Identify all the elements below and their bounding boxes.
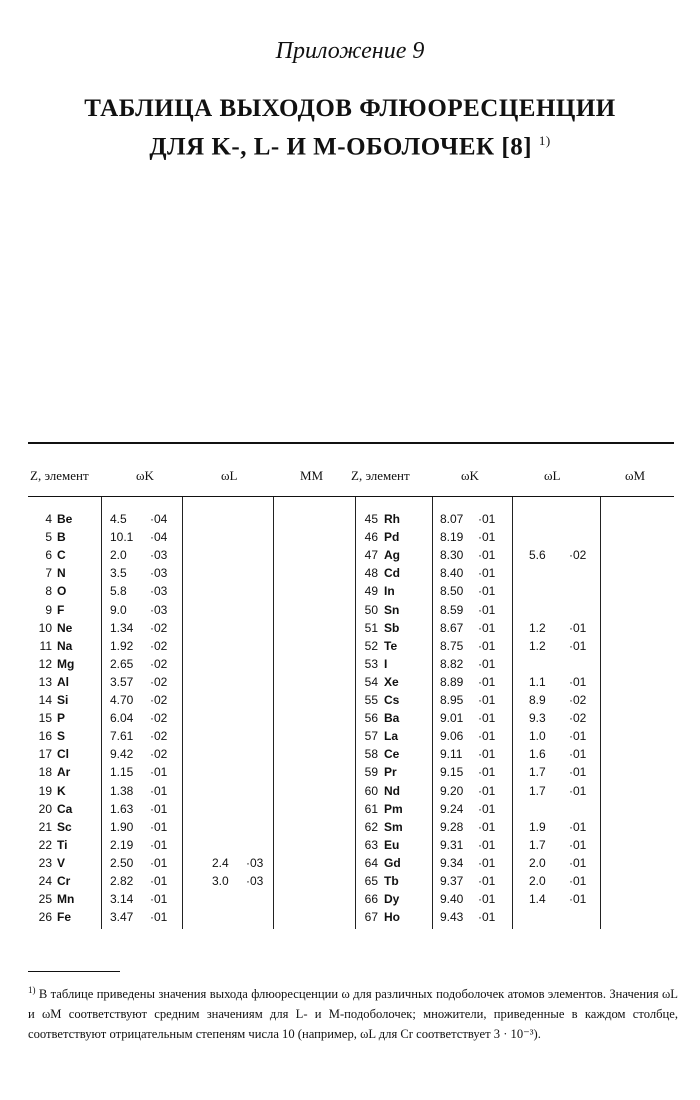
- omega-k-value: 8.50: [440, 584, 464, 599]
- element-symbol: Pr: [384, 765, 397, 780]
- omega-k-value: 8.30: [440, 548, 464, 563]
- element-symbol: Ag: [384, 548, 400, 563]
- element-symbol: C: [57, 548, 66, 563]
- omega-k-value: 8.07: [440, 512, 464, 526]
- omega-k-exponent: ·01: [478, 711, 496, 726]
- atomic-number: 24: [38, 874, 52, 888]
- atomic-number: 11: [39, 638, 52, 653]
- omega-l-value: 1.7: [529, 783, 546, 798]
- atomic-number: 22: [38, 837, 52, 852]
- omega-k-exponent: ·03: [150, 602, 168, 617]
- title-line-2-text: ДЛЯ K-, L- И M-ОБОЛОЧЕК [8]: [149, 133, 533, 161]
- atomic-number: 56: [364, 711, 378, 726]
- atomic-number: 18: [38, 765, 52, 780]
- omega-k-exponent: ·03: [150, 566, 168, 581]
- omega-l-value: 1.1: [529, 674, 546, 689]
- omega-k-value: 1.34: [110, 620, 134, 635]
- element-symbol: Ce: [384, 747, 400, 762]
- omega-k-value: 2.82: [110, 874, 134, 888]
- omega-l-value: 8.9: [529, 693, 546, 707]
- omega-l-exponent: ·02: [569, 693, 587, 707]
- footnote-mark: 1): [28, 985, 36, 995]
- omega-l-exponent: ·01: [569, 765, 587, 780]
- omega-k-value: 8.59: [440, 602, 464, 617]
- omega-k-exponent: ·04: [150, 512, 168, 526]
- omega-k-value: 8.75: [440, 638, 464, 653]
- omega-k-exponent: ·01: [150, 765, 168, 780]
- omega-k-exponent: ·02: [150, 638, 168, 653]
- atomic-number: 61: [364, 801, 378, 816]
- omega-k-value: 1.15: [110, 765, 134, 780]
- atomic-number: 7: [45, 566, 52, 581]
- element-symbol: La: [384, 729, 399, 744]
- element-symbol: Na: [57, 638, 73, 653]
- atomic-number: 63: [364, 837, 378, 852]
- omega-k-exponent: ·01: [150, 801, 168, 816]
- omega-k-exponent: ·02: [150, 729, 168, 744]
- omega-k-exponent: ·01: [478, 801, 496, 816]
- atomic-number: 17: [38, 747, 52, 762]
- element-symbol: I: [384, 656, 388, 671]
- element-symbol: Cd: [384, 566, 400, 581]
- element-symbol: V: [57, 855, 66, 870]
- atomic-number: 26: [38, 910, 52, 925]
- omega-k-exponent: ·01: [478, 566, 496, 581]
- omega-k-value: 4.5: [110, 512, 127, 526]
- omega-l-exponent: ·01: [569, 874, 587, 888]
- column-divider: [432, 497, 433, 929]
- atomic-number: 58: [364, 747, 378, 762]
- omega-k-exponent: ·01: [478, 747, 496, 762]
- atomic-number: 14: [38, 693, 52, 707]
- column-divider: [182, 497, 183, 929]
- element-symbol: Al: [57, 674, 69, 689]
- element-symbol: K: [57, 783, 66, 798]
- atomic-number: 55: [364, 693, 378, 707]
- omega-k-exponent: ·01: [478, 602, 496, 617]
- omega-k-exponent: ·01: [478, 729, 496, 744]
- omega-k-exponent: ·01: [478, 765, 496, 780]
- omega-k-value: 8.40: [440, 566, 464, 581]
- omega-k-exponent: ·04: [150, 530, 168, 545]
- omega-k-value: 9.15: [440, 765, 464, 780]
- omega-l-exponent: ·01: [569, 620, 587, 635]
- atomic-number: 53: [364, 656, 378, 671]
- omega-k-value: 8.19: [440, 530, 464, 545]
- atomic-number: 47: [364, 548, 378, 563]
- header-omega-k-right: ωK: [461, 468, 479, 483]
- element-symbol: Sc: [57, 819, 72, 834]
- omega-k-value: 1.38: [110, 783, 134, 798]
- atomic-number: 4: [45, 512, 52, 526]
- omega-l-value: 1.9: [529, 819, 546, 834]
- footnote-rule: [28, 971, 120, 972]
- omega-k-value: 3.14: [110, 892, 134, 907]
- element-symbol: Gd: [384, 855, 401, 870]
- header-z-element-right: Z, элемент: [351, 468, 410, 483]
- omega-l-exponent: ·01: [569, 819, 587, 834]
- atomic-number: 5: [45, 530, 52, 545]
- omega-k-exponent: ·01: [478, 674, 496, 689]
- omega-k-exponent: ·02: [150, 747, 168, 762]
- omega-k-value: 8.95: [440, 693, 464, 707]
- omega-k-value: 8.67: [440, 620, 464, 635]
- column-divider: [512, 497, 513, 929]
- element-symbol: P: [57, 711, 66, 726]
- footnote: [28, 980, 678, 1044]
- element-symbol: F: [57, 602, 65, 617]
- header-omega-l-right: ωL: [544, 468, 561, 483]
- omega-k-exponent: ·02: [150, 674, 168, 689]
- omega-k-value: 9.11: [440, 747, 463, 762]
- omega-k-exponent: ·02: [150, 711, 168, 726]
- element-symbol: Pm: [384, 801, 403, 816]
- atomic-number: 10: [38, 620, 52, 635]
- title-line-2: [0, 125, 700, 163]
- element-symbol: B: [57, 530, 66, 545]
- element-symbol: Nd: [384, 783, 400, 798]
- atomic-number: 67: [364, 910, 378, 925]
- omega-l-exponent: ·01: [569, 729, 587, 744]
- atomic-number: 16: [38, 729, 52, 744]
- omega-l-value: 2.4: [212, 855, 229, 870]
- element-symbol: Cr: [57, 874, 71, 888]
- title-footnote-mark: 1): [538, 133, 551, 148]
- atomic-number: 23: [38, 855, 52, 870]
- omega-l-value: 1.6: [529, 747, 546, 762]
- omega-k-exponent: ·03: [150, 548, 168, 563]
- element-symbol: Ca: [57, 801, 73, 816]
- column-divider: [600, 497, 601, 929]
- atomic-number: 64: [364, 855, 378, 870]
- atomic-number: 48: [364, 566, 378, 581]
- omega-l-value: 3.0: [212, 874, 229, 888]
- omega-k-value: 2.19: [110, 837, 134, 852]
- atomic-number: 62: [364, 819, 378, 834]
- omega-k-value: 9.01: [440, 711, 464, 726]
- table-top-rule: [28, 442, 674, 444]
- element-symbol: Rh: [384, 512, 400, 526]
- element-symbol: Sm: [384, 819, 403, 834]
- element-symbol: Xe: [384, 674, 399, 689]
- omega-k-value: 2.50: [110, 855, 134, 870]
- atomic-number: 46: [364, 530, 378, 545]
- omega-k-exponent: ·02: [150, 656, 168, 671]
- omega-k-exponent: ·01: [478, 892, 496, 907]
- element-symbol: S: [57, 729, 66, 744]
- omega-k-exponent: ·01: [150, 783, 168, 798]
- omega-k-value: 8.89: [440, 674, 464, 689]
- atomic-number: 6: [45, 548, 52, 563]
- element-symbol: N: [57, 566, 66, 581]
- omega-k-value: 2.65: [110, 656, 134, 671]
- omega-k-value: 9.24: [440, 801, 464, 816]
- omega-l-value: 2.0: [529, 874, 546, 888]
- omega-l-exponent: ·01: [569, 747, 587, 762]
- omega-k-exponent: ·01: [478, 783, 496, 798]
- atomic-number: 54: [364, 674, 378, 689]
- atomic-number: 59: [364, 765, 378, 780]
- omega-l-exponent: ·01: [569, 783, 587, 798]
- atomic-number: 50: [364, 602, 378, 617]
- element-symbol: Ne: [57, 620, 73, 635]
- element-symbol: In: [384, 584, 395, 599]
- omega-k-value: 9.0: [110, 602, 127, 617]
- omega-k-exponent: ·01: [478, 512, 496, 526]
- atomic-number: 13: [38, 674, 52, 689]
- header-omega-k-left: ωK: [136, 468, 154, 483]
- omega-k-value: 9.34: [440, 855, 464, 870]
- omega-k-value: 9.42: [110, 747, 134, 762]
- omega-k-exponent: ·01: [478, 910, 496, 925]
- omega-k-value: 9.37: [440, 874, 464, 888]
- omega-k-exponent: ·02: [150, 620, 168, 635]
- omega-l-exponent: ·02: [569, 548, 587, 563]
- element-symbol: O: [57, 584, 67, 599]
- element-symbol: Mg: [57, 656, 75, 671]
- omega-k-exponent: ·01: [478, 548, 496, 563]
- atomic-number: 51: [364, 620, 378, 635]
- omega-k-value: 4.70: [110, 693, 134, 707]
- omega-l-exponent: ·01: [569, 892, 587, 907]
- element-symbol: Eu: [384, 837, 400, 852]
- page-title: [0, 93, 700, 163]
- omega-k-value: 3.5: [110, 566, 127, 581]
- omega-l-exponent: ·03: [246, 874, 264, 888]
- omega-k-exponent: ·01: [150, 819, 168, 834]
- omega-k-exponent: ·01: [478, 693, 496, 707]
- omega-k-value: 1.92: [110, 638, 134, 653]
- atomic-number: 12: [38, 656, 52, 671]
- omega-k-value: 1.63: [110, 801, 134, 816]
- appendix-label: Приложение 9: [275, 38, 425, 64]
- element-symbol: Sn: [384, 602, 400, 617]
- omega-k-value: 8.82: [440, 656, 464, 671]
- omega-l-exponent: ·01: [569, 837, 587, 852]
- omega-k-exponent: ·01: [150, 837, 168, 852]
- atomic-number: 15: [38, 711, 52, 726]
- atomic-number: 25: [38, 892, 52, 907]
- omega-l-exponent: ·03: [246, 855, 264, 870]
- omega-l-value: 1.4: [529, 892, 546, 907]
- header-z-element-left: Z, элемент: [30, 468, 89, 483]
- omega-l-value: 1.2: [529, 620, 546, 635]
- element-symbol: Sb: [384, 620, 400, 635]
- header-omega-m-left: MM: [300, 468, 324, 483]
- element-symbol: Ba: [384, 711, 400, 726]
- omega-k-value: 9.31: [440, 837, 464, 852]
- omega-k-exponent: ·03: [150, 584, 168, 599]
- atomic-number: 19: [38, 783, 52, 798]
- header-omega-l-left: ωL: [221, 468, 238, 483]
- omega-l-value: 1.2: [529, 638, 546, 653]
- omega-l-exponent: ·01: [569, 855, 587, 870]
- atomic-number: 45: [364, 512, 378, 526]
- omega-k-value: 6.04: [110, 711, 134, 726]
- footnote-text: В таблице приведены значения выхода флюоресценции ω для различных подоболочек атомов элементов. Значения ωL и ωM соответствуют средним значениям для L- и M-подоболочек; множители, приведенные в каждом столбце, соответствуют отрицательным степеням числа 10 (например, ωL для Cr соответствует 3 · 10⁻³).: [28, 987, 679, 1042]
- omega-l-exponent: ·01: [569, 674, 587, 689]
- column-divider: [101, 497, 102, 929]
- title-line-1: ТАБЛИЦА ВЫХОДОВ ФЛЮОРЕСЦЕНЦИИ: [84, 95, 616, 122]
- omega-k-value: 2.0: [110, 548, 127, 563]
- element-symbol: Fe: [57, 910, 72, 925]
- omega-l-value: 1.7: [529, 837, 546, 852]
- atomic-number: 65: [364, 874, 378, 888]
- element-symbol: Ho: [384, 910, 400, 925]
- omega-l-value: 2.0: [529, 855, 546, 870]
- omega-k-value: 10.1: [110, 530, 134, 545]
- atomic-number: 60: [364, 783, 378, 798]
- element-symbol: Cs: [384, 693, 400, 707]
- omega-k-exponent: ·01: [478, 620, 496, 635]
- atomic-number: 9: [45, 602, 52, 617]
- omega-k-exponent: ·01: [150, 892, 168, 907]
- omega-k-exponent: ·01: [478, 819, 496, 834]
- omega-l-value: 1.7: [529, 765, 546, 780]
- atomic-number: 21: [38, 819, 52, 834]
- element-symbol: Dy: [384, 892, 400, 907]
- omega-k-value: 9.43: [440, 910, 464, 925]
- atomic-number: 66: [364, 892, 378, 907]
- element-symbol: Mn: [57, 892, 75, 907]
- element-symbol: Tb: [384, 874, 399, 888]
- element-symbol: Te: [384, 638, 398, 653]
- table-header-rule: [28, 496, 674, 497]
- omega-k-exponent: ·01: [478, 855, 496, 870]
- omega-k-value: 9.20: [440, 783, 464, 798]
- atomic-number: 49: [364, 584, 378, 599]
- omega-l-value: 5.6: [529, 548, 546, 563]
- omega-k-exponent: ·01: [478, 837, 496, 852]
- omega-k-exponent: ·01: [478, 874, 496, 888]
- omega-k-value: 5.8: [110, 584, 127, 599]
- omega-k-value: 9.28: [440, 819, 464, 834]
- omega-k-value: 3.57: [110, 674, 134, 689]
- atomic-number: 52: [364, 638, 378, 653]
- omega-l-exponent: ·01: [569, 638, 587, 653]
- omega-l-exponent: ·02: [569, 711, 587, 726]
- element-symbol: Cl: [57, 747, 69, 762]
- omega-k-value: 9.40: [440, 892, 464, 907]
- element-symbol: Ar: [57, 765, 71, 780]
- omega-k-exponent: ·01: [478, 584, 496, 599]
- atomic-number: 20: [38, 801, 52, 816]
- omega-k-exponent: ·01: [150, 855, 168, 870]
- atomic-number: 57: [364, 729, 378, 744]
- omega-k-value: 7.61: [110, 729, 134, 744]
- omega-k-exponent: ·02: [150, 693, 168, 707]
- omega-k-value: 9.06: [440, 729, 464, 744]
- omega-l-value: 9.3: [529, 711, 546, 726]
- element-symbol: Ti: [57, 837, 68, 852]
- element-symbol: Be: [57, 512, 73, 526]
- element-symbol: Si: [57, 693, 69, 707]
- omega-k-exponent: ·01: [478, 656, 496, 671]
- omega-k-value: 3.47: [110, 910, 134, 925]
- omega-k-exponent: ·01: [150, 910, 168, 925]
- element-symbol: Pd: [384, 530, 400, 545]
- column-divider: [273, 497, 274, 929]
- omega-k-exponent: ·01: [150, 874, 168, 888]
- atomic-number: 8: [45, 584, 52, 599]
- omega-l-value: 1.0: [529, 729, 546, 744]
- header-omega-m-right: ωM: [625, 468, 646, 483]
- omega-k-exponent: ·01: [478, 530, 496, 545]
- omega-k-value: 1.90: [110, 819, 134, 834]
- omega-k-exponent: ·01: [478, 638, 496, 653]
